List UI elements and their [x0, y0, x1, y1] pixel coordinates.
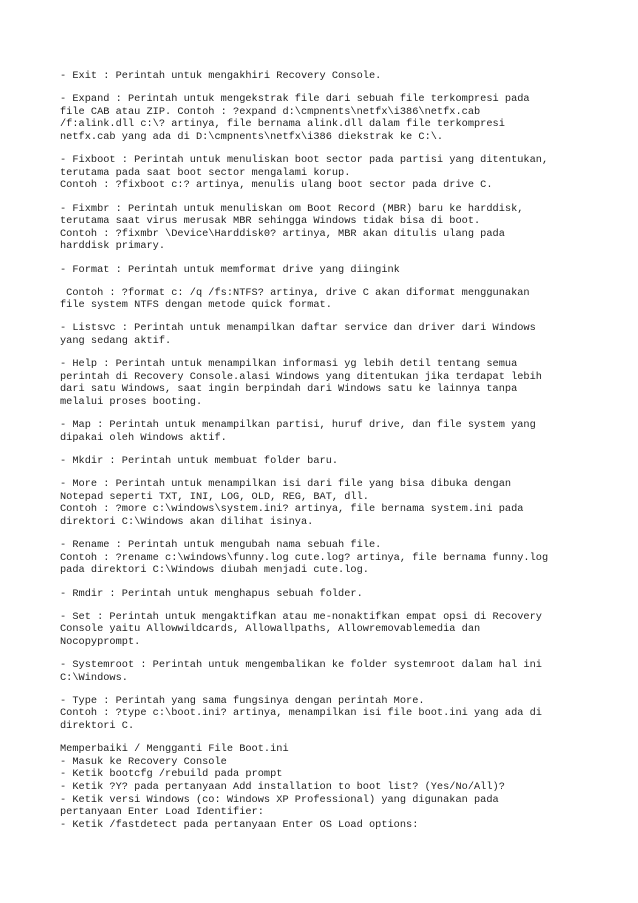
text-line: - Listsvc : Perintah untuk menampilkan daftar service dan driver dari Windows: [60, 322, 536, 335]
paragraph: [60, 203, 580, 253]
text-line: Console yaitu Allowwildcards, Allowallpaths, Allowremovablemedia dan: [60, 623, 481, 636]
paragraph: [60, 358, 580, 408]
text-line: - Ketik ?Y? pada pertanyaan Add installation to boot list? (Yes/No/All)?: [60, 781, 505, 794]
text-line: direktori C:\Windows akan dilihat isinya.: [60, 515, 314, 528]
text-line: - Ketik versi Windows (co: Windows XP Professional) yang digunakan pada: [60, 793, 499, 806]
paragraph: [60, 478, 580, 528]
text-line: pertanyaan Enter Load Identifier:: [60, 806, 264, 819]
text-line: C:\Windows.: [60, 671, 128, 684]
text-line: /f:alink.dll c:\? artinya, file bernama alink.dll dalam file terkompresi: [60, 118, 505, 131]
text-line: direktori C.: [60, 720, 135, 733]
text-line: Nocopyprompt.: [60, 635, 141, 648]
text-line: netfx.cab yang ada di D:\cmpnents\netfx\i386 diekstrak ke C:\.: [60, 130, 444, 143]
text-line: - Mkdir : Perintah untuk membuat folder baru.: [60, 455, 339, 467]
text-line: - Help : Perintah untuk menampilkan informasi yg lebih detil tentang semua: [60, 358, 518, 371]
text-line: - Systemroot : Perintah untuk mengembalikan ke folder systemroot dalam hal ini: [60, 659, 542, 672]
paragraph: [60, 659, 580, 684]
text-line: - Ketik bootcfg /rebuild pada prompt: [60, 768, 283, 781]
text-line: - Map : Perintah untuk menampilkan partisi, huruf drive, dan file system yang: [60, 419, 536, 432]
text-line: terutama pada saat boot sector mengalami korup.: [60, 166, 351, 179]
paragraph: [60, 287, 580, 312]
paragraph: [60, 419, 580, 444]
text-line: Contoh : ?fixmbr \Device\Harddisk0? artinya, MBR akan ditulis ulang pada: [60, 227, 505, 240]
text-line: - Format : Perintah untuk memformat drive yang diingink: [60, 263, 400, 276]
text-line: Notepad seperti TXT, INI, LOG, OLD, REG, BAT, dll.: [60, 490, 369, 503]
text-line: - More : Perintah untuk menampilkan isi dari file yang bisa dibuka dengan: [60, 478, 512, 491]
text-line: file CAB atau ZIP. Contoh : ?expand d:\cmpnents\netfx\i386\netfx.cab: [60, 105, 481, 118]
text-line: - Fixmbr : Perintah untuk menuliskan om Boot Record (MBR) baru ke harddisk,: [60, 202, 524, 215]
document-page: [60, 70, 580, 842]
text-line: dipakai oleh Windows aktif.: [60, 431, 227, 444]
text-line: - Type : Perintah yang sama fungsinya dengan perintah More.: [60, 694, 425, 707]
text-line: yang sedang aktif.: [60, 335, 172, 348]
text-line: file system NTFS dengan metode quick format.: [60, 299, 332, 312]
paragraph: [60, 588, 580, 601]
text-line: pada direktori C:\Windows diubah menjadi cute.log.: [60, 564, 369, 577]
paragraph: [60, 93, 580, 143]
paragraph: [60, 743, 580, 831]
text-line: Contoh : ?type c:\boot.ini? artinya, menampilkan isi file boot.ini yang ada di: [60, 707, 542, 720]
paragraph: [60, 154, 580, 192]
text-line: Contoh : ?fixboot c:? artinya, menulis ulang boot sector pada drive C.: [60, 179, 493, 192]
text-line: - Fixboot : Perintah untuk menuliskan boot sector pada partisi yang ditentukan,: [60, 154, 549, 167]
text-line: - Ketik /fastdetect pada pertanyaan Enter OS Load options:: [60, 818, 419, 831]
paragraph: [60, 264, 580, 277]
paragraph: [60, 539, 580, 577]
text-line: - Exit : Perintah untuk mengakhiri Recovery Console.: [60, 70, 382, 82]
text-line: harddisk primary.: [60, 240, 166, 253]
text-line: melalui proses booting.: [60, 396, 203, 409]
text-line: - Set : Perintah untuk mengaktifkan atau me-nonaktifkan empat opsi di Recovery: [60, 610, 542, 623]
text-line: Contoh : ?format c: /q /fs:NTFS? artinya, drive C akan diformat menggunakan: [60, 286, 530, 299]
text-line: - Rmdir : Perintah untuk menghapus sebuah folder.: [60, 587, 363, 600]
text-line: Contoh : ?rename c:\windows\funny.log cute.log? artinya, file bernama funny.log: [60, 551, 549, 564]
text-line: Memperbaiki / Mengganti File Boot.ini: [60, 743, 289, 756]
paragraph: [60, 70, 580, 83]
text-line: terutama saat virus merusak MBR sehingga Windows tidak bisa di boot.: [60, 215, 481, 228]
text-line: perintah di Recovery Console.alasi Windows yang ditentukan jika terdapat lebih: [60, 370, 542, 383]
paragraph: [60, 695, 580, 733]
text-line: Contoh : ?more c:\windows\system.ini? artinya, file bernama system.ini pada: [60, 503, 524, 516]
paragraph: [60, 322, 580, 347]
text-line: - Rename : Perintah untuk mengubah nama sebuah file.: [60, 539, 382, 552]
paragraph: [60, 455, 580, 468]
text-line: - Masuk ke Recovery Console: [60, 755, 227, 768]
text-line: - Expand : Perintah untuk mengekstrak file dari sebuah file terkompresi pada: [60, 93, 530, 106]
paragraph: [60, 611, 580, 649]
text-line: dari satu Windows, saat ingin berpindah dari Windows satu ke lainnya tanpa: [60, 383, 518, 396]
